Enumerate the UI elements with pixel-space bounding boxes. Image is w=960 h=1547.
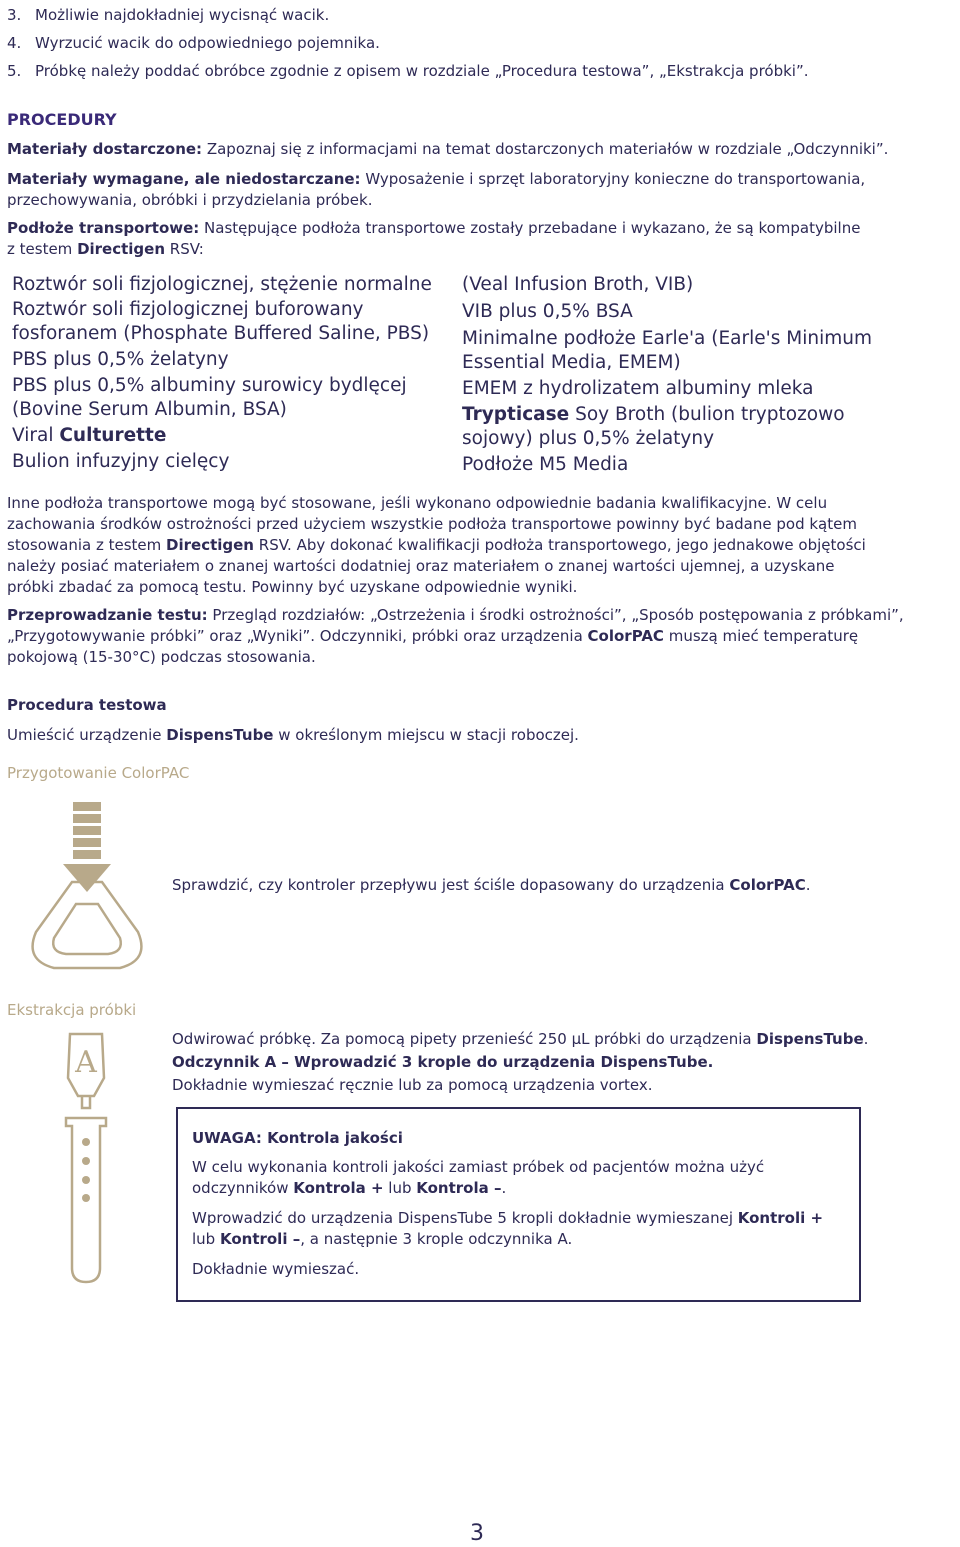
colorpac-icon — [20, 800, 160, 976]
drop-icon — [82, 1194, 90, 1202]
media-text: Soy Broth (bulion tryptozowo — [569, 404, 845, 425]
control-negative: Kontrola – — [416, 1179, 502, 1197]
dropper-tip — [82, 1096, 90, 1108]
required-text: Wyposażenie i sprzęt laboratoryjny konieczne do transportowania, — [360, 170, 866, 188]
note-text: Wprowadzić do urządzenia DispensTube 5 kropli dokładnie wymieszanej — [192, 1209, 738, 1227]
list-text: Wyrzucić wacik do odpowiedniego pojemnika. — [35, 34, 380, 52]
transport-label: Podłoże transportowe: — [7, 219, 200, 237]
paragraph-text: muszą mieć temperaturę — [663, 627, 859, 645]
note-line: Dokładnie wymieszać. — [192, 1260, 360, 1278]
note-text: . — [501, 1179, 507, 1197]
required-materials-paragraph — [7, 169, 865, 190]
colorpac-inner — [53, 904, 121, 954]
transport-text: Następujące podłoża transportowe zostały przebadane i wykazano, że są kompatybilne — [199, 219, 861, 237]
note-line — [192, 1208, 823, 1229]
dispenstube-icon — [48, 1030, 124, 1290]
paragraph-text: Sprawdzić, czy kontroler przepływu jest ściśle dopasowany do urządzenia — [172, 876, 730, 894]
colorpac-instruction — [172, 875, 811, 896]
quality-control-note — [176, 1107, 861, 1302]
media-list-right — [462, 272, 872, 478]
paragraph-text: . — [863, 1030, 869, 1048]
list-text: Próbkę należy poddać obróbce zgodnie z opisem w rozdziale „Procedura testowa”, „Ekstrakcja próbki”. — [35, 62, 809, 80]
media-item: (Bovine Serum Albumin, BSA) — [12, 399, 287, 420]
media-item: Minimalne podłoże Earle'a (Earle's Minimum — [462, 328, 872, 349]
note-line: W celu wykonania kontroli jakości zamiast próbek od pacjentów można użyć — [192, 1158, 765, 1176]
brand-dispenstube: DispensTube — [166, 726, 274, 744]
paragraph-line — [7, 535, 866, 556]
brand-directigen: Directigen — [77, 240, 166, 258]
reagent-a-step: Odczynnik A – Wprowadzić 3 krople do urządzenia DispensTube. — [172, 1053, 714, 1071]
paragraph-text: . — [805, 876, 811, 894]
section-title-extraction: Ekstrakcja próbki — [7, 1001, 137, 1019]
media-item: Roztwór soli fizjologicznej buforowany — [12, 299, 364, 320]
media-item: fosforanem (Phosphate Buffered Saline, PBS) — [12, 323, 430, 344]
paragraph-line — [172, 1029, 868, 1050]
transport-text-line — [7, 239, 204, 260]
arrow-head — [63, 864, 111, 892]
note-text: lub — [192, 1230, 220, 1248]
drop-icon — [82, 1176, 90, 1184]
drop-icon — [82, 1157, 90, 1165]
reagent-letter: A — [75, 1045, 97, 1080]
paragraph-line — [7, 605, 904, 626]
media-list-left — [12, 272, 432, 475]
media-item: sojowy) plus 0,5% żelatyny — [462, 428, 715, 449]
note-title: UWAGA: Kontrola jakości — [192, 1129, 403, 1147]
arrow-stripe — [73, 838, 101, 847]
paragraph-text: RSV. Aby dokonać kwalifikacji podłoża transportowego, jego jednakowe objętości — [254, 536, 866, 554]
paragraph-line: próbki zbadać za pomocą testu. Powinny być uzyskane odpowiednie wyniki. — [7, 578, 578, 596]
section-title-procedure: Procedura testowa — [7, 696, 167, 714]
media-item: Essential Media, EMEM) — [462, 352, 681, 373]
other-media-paragraph — [7, 493, 866, 598]
control-negative: Kontroli – — [219, 1230, 301, 1248]
required-label: Materiały wymagane, ale niedostarczane: — [7, 170, 361, 188]
paragraph-line: należy posiać materiałem o znanej wartości dodatniej oraz materiałem o znanej wartości ujemnej, a uzyskane — [7, 557, 835, 575]
media-item — [462, 402, 872, 428]
list-item — [7, 33, 380, 54]
list-number: 3. — [7, 6, 22, 24]
procedure-line — [7, 725, 579, 746]
mix-step: Dokładnie wymieszać ręcznie lub za pomocą urządzenia vortex. — [172, 1076, 653, 1094]
note-text: odczynników — [192, 1179, 294, 1197]
note-text: , a następnie 3 krople odczynnika A. — [300, 1230, 573, 1248]
brand-directigen: Directigen — [166, 536, 254, 554]
paragraph-text: Umieścić urządzenie — [7, 726, 167, 744]
media-item: Roztwór soli fizjologicznej, stężenie normalne — [12, 274, 432, 295]
media-item: VIB plus 0,5% BSA — [462, 301, 633, 322]
brand-dispenstube: DispensTube — [756, 1030, 864, 1048]
required-text-line: przechowywania, obróbki i przydzielania próbek. — [7, 191, 373, 209]
list-text: Możliwie najdokładniej wycisnąć wacik. — [35, 6, 330, 24]
arrow-stripe — [73, 850, 101, 859]
supplied-label: Materiały dostarczone: — [7, 140, 203, 158]
section-title-colorpac: Przygotowanie ColorPAC — [7, 764, 190, 782]
paragraph-line: pokojową (15-30°C) podczas stosowania. — [7, 648, 316, 666]
transport-media-paragraph — [7, 218, 860, 239]
paragraph-line: Inne podłoża transportowe mogą być stosowane, jeśli wykonano odpowiednie badania kwalifikacyjne. W celu — [7, 494, 828, 512]
control-positive: Kontrola + — [293, 1179, 384, 1197]
test-run-paragraph — [7, 605, 904, 668]
drop-icon — [82, 1138, 90, 1146]
media-item: PBS plus 0,5% żelatyny — [12, 349, 229, 370]
list-number: 4. — [7, 34, 22, 52]
paragraph-text: Odwirować próbkę. Za pomocą pipety przenieść 250 µL próbki do urządzenia — [172, 1030, 757, 1048]
brand-culturette: Culturette — [59, 425, 167, 446]
transport-text-part: RSV: — [165, 240, 204, 258]
paragraph-line: zachowania środków ostrożności przed użyciem wszystkie podłoża transportowe powinny być badane pod kątem — [7, 515, 857, 533]
note-line — [192, 1178, 506, 1199]
supplied-materials-paragraph — [7, 139, 888, 160]
list-item — [7, 61, 809, 82]
arrow-stripe — [73, 826, 101, 835]
paragraph-text: stosowania z testem — [7, 536, 167, 554]
media-item: PBS plus 0,5% albuminy surowicy bydlęcej — [12, 375, 407, 396]
media-item: (Veal Infusion Broth, VIB) — [462, 274, 694, 295]
brand-colorpac: ColorPAC — [587, 627, 664, 645]
control-positive: Kontroli + — [737, 1209, 824, 1227]
transport-text-part: z testem — [7, 240, 78, 258]
media-text: Viral — [12, 425, 60, 446]
test-run-label: Przeprowadzanie testu: — [7, 606, 208, 624]
paragraph-line — [7, 626, 904, 647]
brand-trypticase: Trypticase — [462, 404, 570, 425]
page-number: 3 — [470, 1521, 484, 1546]
note-line — [192, 1229, 572, 1250]
arrow-stripe — [73, 802, 101, 811]
extraction-instructions — [172, 1029, 868, 1096]
note-text: lub — [383, 1179, 417, 1197]
media-item — [12, 423, 432, 449]
brand-colorpac: ColorPAC — [729, 876, 806, 894]
media-item: Podłoże M5 Media — [462, 454, 629, 475]
paragraph-text: Przegląd rozdziałów: „Ostrzeżenia i środki ostrożności”, „Sposób postępowania z próbkami”, — [207, 606, 904, 624]
supplied-text: Zapoznaj się z informacjami na temat dostarczonych materiałów w rozdziale „Odczynniki”. — [202, 140, 889, 158]
media-item: Bulion infuzyjny cielęcy — [12, 451, 230, 472]
list-number: 5. — [7, 62, 22, 80]
paragraph-text: „Przygotowywanie próbki” oraz „Wyniki”. Odczynniki, próbki oraz urządzenia — [7, 627, 588, 645]
list-item — [7, 5, 329, 26]
section-title-procedury: PROCEDURY — [7, 110, 117, 129]
arrow-stripe — [73, 814, 101, 823]
paragraph-text: w określonym miejscu w stacji roboczej. — [273, 726, 579, 744]
media-item: EMEM z hydrolizatem albuminy mleka — [462, 378, 814, 399]
